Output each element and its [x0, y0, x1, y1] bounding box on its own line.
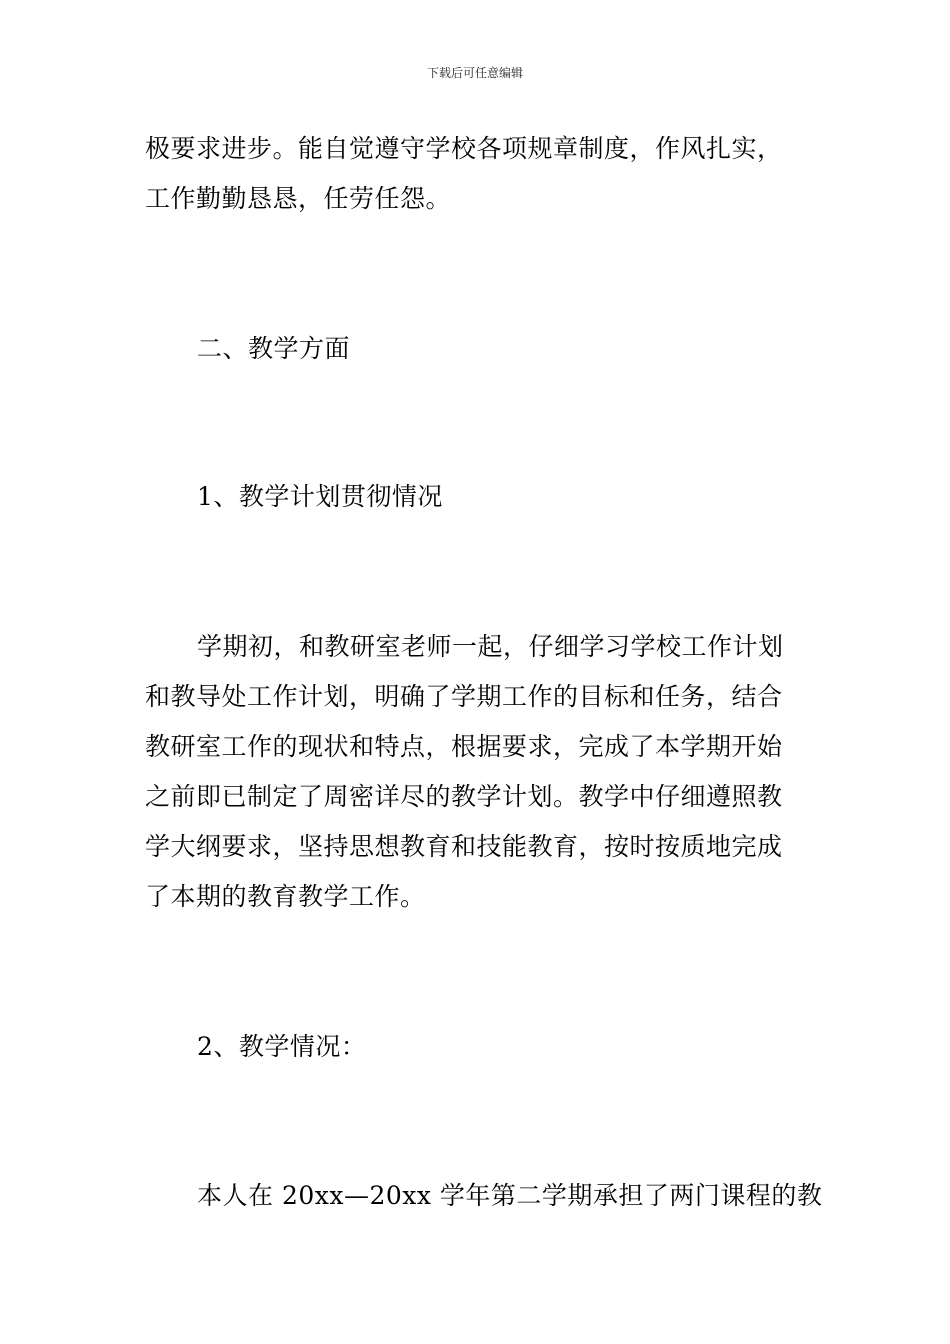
page-header-watermark: 下载后可任意编辑	[426, 66, 523, 80]
paragraph-line: 学期初，和教研室老师一起，仔细学习学校工作计划	[197, 632, 784, 661]
paragraph-line: 和教导处工作计划，明确了学期工作的目标和任务，结合	[145, 682, 783, 711]
paragraph-line: 工作勤勤恳恳，任劳任怨。	[145, 184, 452, 213]
paragraph-line: 极要求进步。能自觉遵守学校各项规章制度，作风扎实，	[145, 134, 783, 163]
section-heading: 二、教学方面	[197, 334, 351, 363]
paragraph-line: 了本期的教育教学工作。	[145, 882, 426, 911]
subsection-heading: 2、教学情况：	[197, 1032, 367, 1061]
paragraph-line: 之前即已制定了周密详尽的教学计划。教学中仔细遵照教	[145, 782, 783, 811]
paragraph-line: 学大纲要求，坚持思想教育和技能教育，按时按质地完成	[145, 832, 783, 861]
subsection-heading: 1、教学计划贯彻情况	[197, 482, 443, 511]
paragraph-line: 教研室工作的现状和特点，根据要求，完成了本学期开始	[145, 732, 783, 761]
paragraph-line: 本人在 20xx—20xx 学年第二学期承担了两门课程的教	[197, 1181, 823, 1210]
